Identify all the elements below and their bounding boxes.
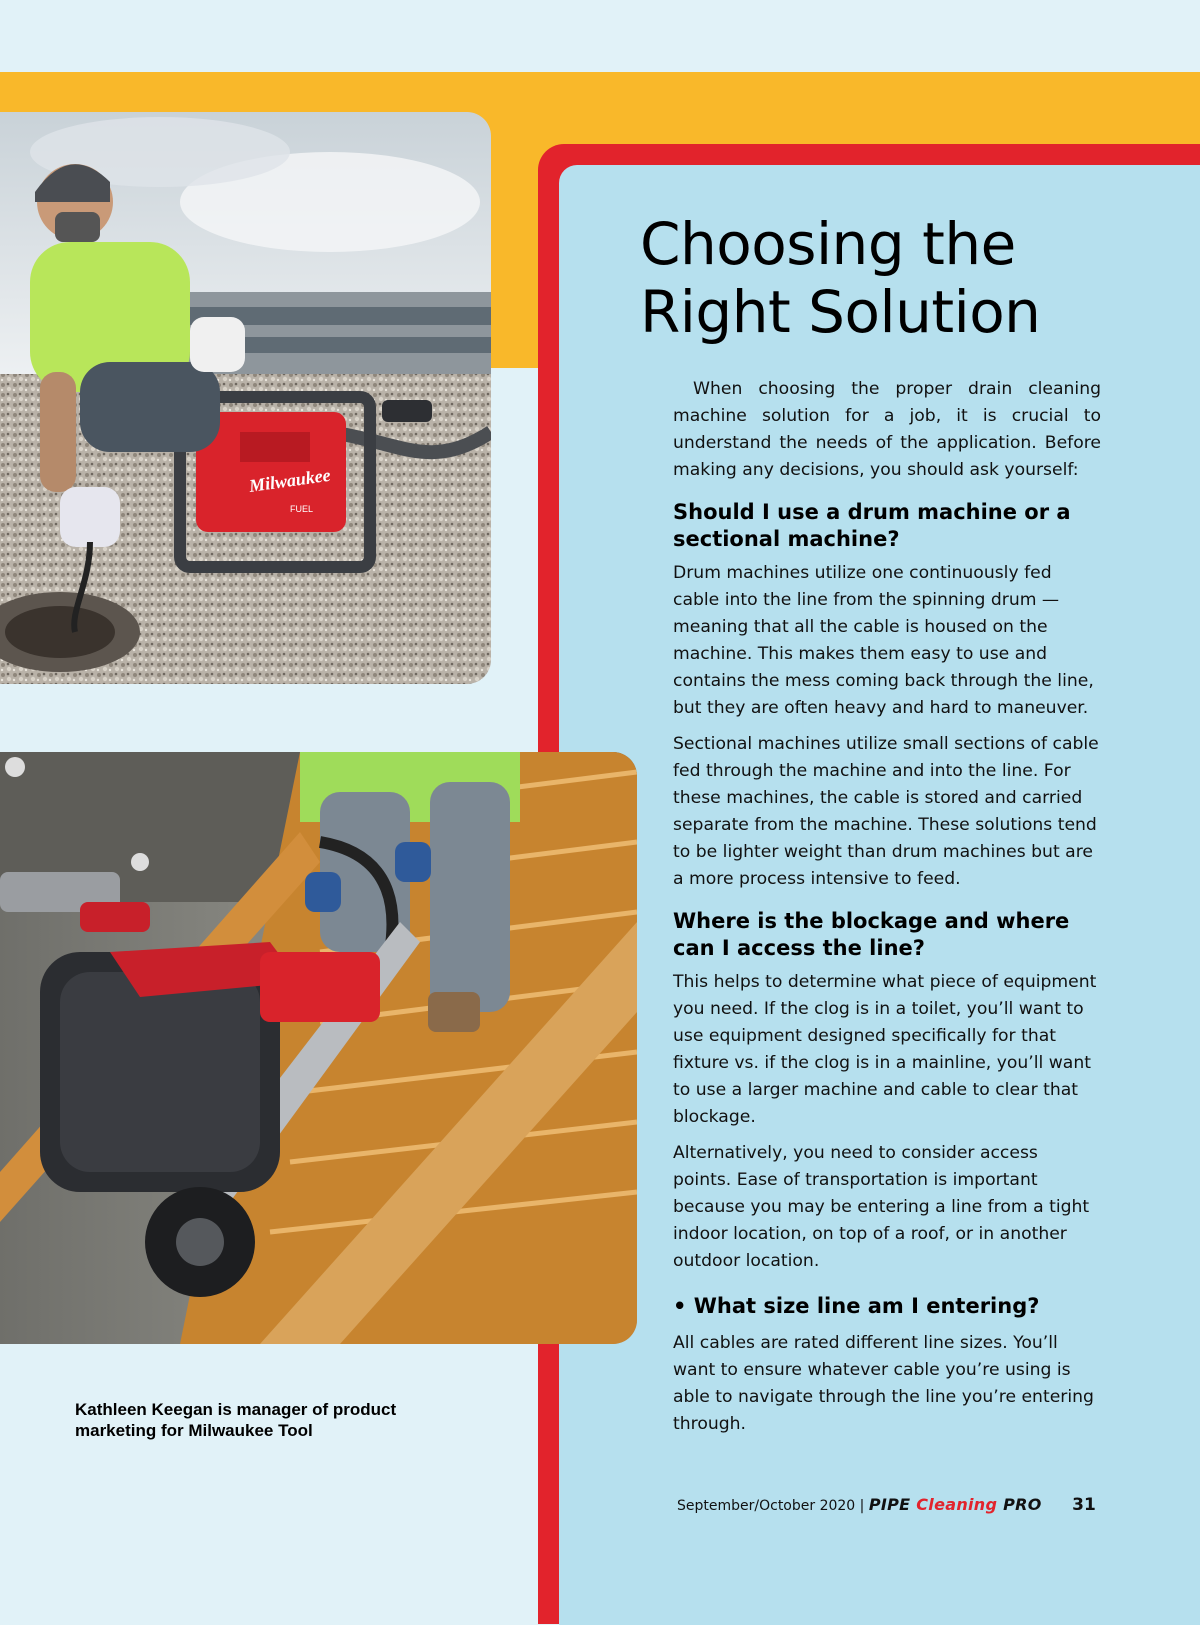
article-title: [640, 210, 1160, 346]
milwaukee-logo: Milwaukee: [247, 464, 332, 496]
photo-rooftop-drum-machine: [0, 112, 491, 684]
paragraph-drum-machines: Drum machines utilize one continuously fed cable into the line from the spinning drum — meaning that all the cable is housed on the machine. This makes them easy to use and contains the mess coming back through the line, but they are often heavy and hard to maneuver.: [673, 563, 1094, 718]
svg-text:FUEL: FUEL: [290, 504, 314, 514]
photo-stairs-sectional-machine: [0, 752, 637, 1344]
issue-date: September/October 2020 |: [677, 1498, 865, 1514]
paragraph-access-points: Alternatively, you need to consider access points. Ease of transportation is important because you may be entering a line from a tight indoor location, on top of a roof, or in another outdoor location.: [673, 1143, 1090, 1271]
page-number: 31: [1072, 1495, 1096, 1515]
question-heading-drum-vs-sectional: Should I use a drum machine or a sectional machine?: [673, 500, 1071, 551]
article-body: [673, 376, 1101, 1447]
paragraph-equipment-needed: This helps to determine what piece of equipment you need. If the clog is in a toilet, you’ll want to use equipment designed specifically for that fixture vs. if the clog is in a mainline, you’ll want to use a larger machine and cable to clear that blockage.: [673, 972, 1097, 1127]
author-bio-caption: Kathleen Keegan is manager of product marketing for Milwaukee Tool: [75, 1400, 397, 1440]
question-heading-blockage-access: Where is the blockage and where can I access the line?: [673, 909, 1070, 960]
publication-logo: PIPE Cleaning PRO: [868, 1495, 1042, 1514]
title-line-1: Choosing the: [640, 210, 1016, 278]
paragraph-sectional-machines: Sectional machines utilize small sections of cable fed through the machine and into the line. For these machines, the cable is stored and carried separate from the machine. These solutions tend to be lighter weight than drum machines but are a more process intensive to feed.: [673, 734, 1099, 889]
question-heading-line-size: • What size line am I entering?: [673, 1294, 1040, 1318]
page-footer: [677, 1492, 1096, 1518]
intro-paragraph: When choosing the proper drain cleaning machine solution for a job, it is crucial to understand the needs of the application. Before making any decisions, you should ask yourself:: [673, 379, 1101, 480]
title-line-2: Right Solution: [640, 278, 1041, 346]
paragraph-cable-sizes: All cables are rated different line sizes. You’ll want to ensure whatever cable you’re using is able to navigate through the line you’re entering through.: [673, 1333, 1094, 1434]
